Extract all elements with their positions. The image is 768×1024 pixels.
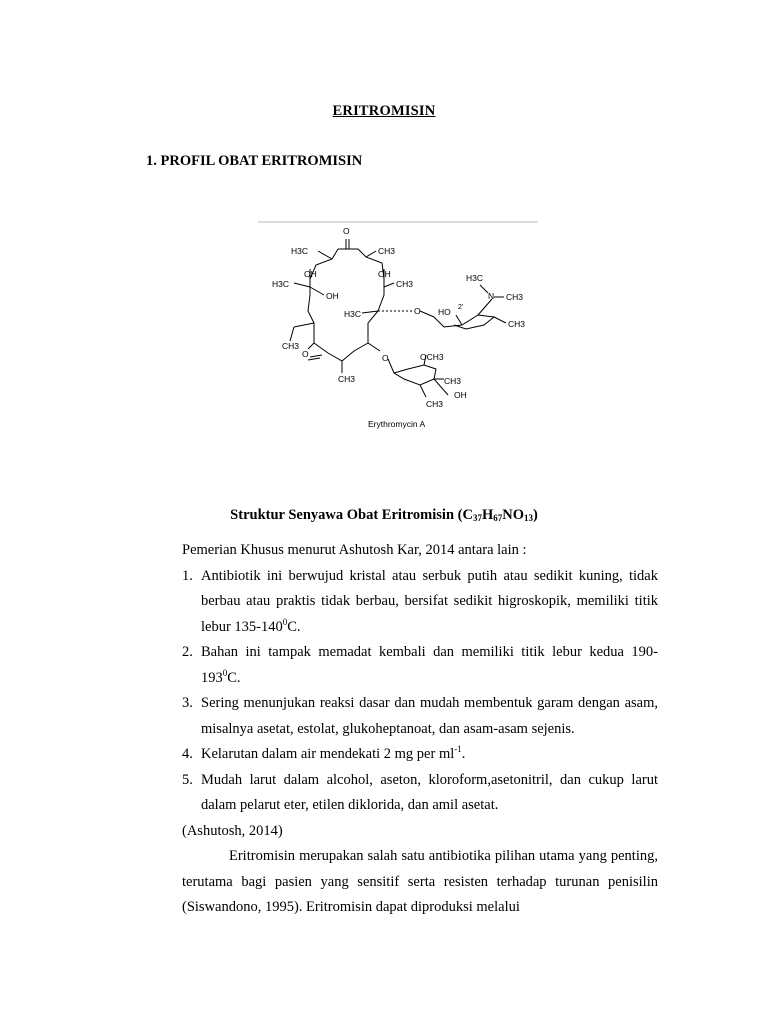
atom-CH3-sugar1: CH3 (508, 319, 526, 329)
atom-H3C-inner: H3C (344, 309, 362, 319)
atom-H3C-N: H3C (466, 273, 484, 283)
properties-list (182, 564, 658, 819)
atom-O-lactone: O (302, 349, 309, 359)
atom-N: N (488, 291, 495, 301)
formula-c: C (462, 507, 473, 523)
atom-OH-right: OH (378, 269, 391, 279)
atom-O-link2: O (382, 353, 389, 363)
citation: (Ashutosh, 2014) (182, 822, 283, 839)
atom-O-ketone: O (343, 226, 350, 236)
list-item-text: Mudah larut dalam alcohol, aseton, kloroform,asetonitril, dan cukup larut dalam pelarut eter, etilen diklorida, dan amil asetat. (201, 771, 658, 813)
atom-OCH3: OCH3 (420, 352, 444, 362)
atom-CH3-ethyl: CH3 (282, 341, 300, 351)
formula-o-count: 13 (523, 513, 533, 523)
formula-c-count: 37 (472, 513, 482, 523)
list-item-number: 1. (182, 567, 193, 584)
figure-label: Erythromycin A (368, 419, 426, 429)
list-item (182, 768, 658, 819)
atom-O-link1: O (414, 306, 421, 316)
list-item-text: Sering menunjukan reaksi dasar dan mudah membentuk garam dengan asam, misalnya asetat, estolat, glukoheptanoat, dan asam-asam sejenis. (201, 695, 658, 737)
formula-no: NO (502, 507, 524, 523)
body-paragraph: Eritromisin merupakan salah satu antibiotika pilihan utama yang penting, terutama bagi pasien yang sensitif serta resisten terhadap turunan penisilin (Siswandono, 1995). Eritromisin dapat diproduksi melalui (182, 848, 658, 915)
caption-close: ) (532, 507, 538, 523)
list-item-number: 5. (182, 771, 193, 788)
list-item-sup: -1 (454, 744, 462, 754)
body-text (182, 538, 658, 921)
list-item-number: 4. (182, 746, 193, 762)
atom-CH3-N: CH3 (506, 292, 524, 302)
list-item-after: C. (227, 669, 241, 686)
atom-CH3-sugar2a: CH3 (444, 376, 462, 386)
list-item (182, 691, 658, 742)
list-item-sup: 0 (282, 616, 288, 627)
atom-CH3-bottom: CH3 (338, 374, 356, 384)
figure-caption (0, 507, 768, 524)
list-item-after: C. (287, 618, 301, 635)
list-item-text: Bahan ini tampak memadat kembali dan memiliki titik lebur kedua 190-193 (201, 644, 658, 686)
atom-H3C-top: H3C (291, 246, 309, 256)
atom-OH-left: OH (304, 269, 317, 279)
atom-OH-sugar2: OH (454, 390, 467, 400)
list-item-text: Antibiotik ini berwujud kristal atau serbuk putih atau sedikit kuning, tidak berbau atau praktis tidak berbau, bersifat sedikit higroskopik, memiliki titik lebur 135-140 (201, 567, 658, 635)
section-heading: 1. PROFIL OBAT ERITROMISIN (146, 153, 363, 169)
list-item-sup: 0 (222, 667, 228, 678)
list-item-text: Kelarutan dalam air mendekati 2 mg per ml (201, 746, 455, 762)
formula-h-count: 67 (493, 513, 503, 523)
list-item (182, 640, 658, 691)
list-item (182, 564, 658, 641)
structure-drawing (258, 219, 540, 437)
atom-CH3-top: CH3 (378, 246, 396, 256)
atom-CH3-sugar2b: CH3 (426, 399, 444, 409)
formula-h: H (481, 507, 494, 523)
list-item-number: 3. (182, 695, 193, 711)
atom-OH-lower: OH (326, 291, 339, 301)
list-item-after: . (461, 746, 466, 762)
atom-H3C-left: H3C (272, 279, 290, 289)
atom-CH3-right: CH3 (396, 279, 414, 289)
erythromycin-structure-figure (258, 219, 540, 437)
atom-2prime: 2' (458, 304, 464, 311)
list-item (182, 742, 658, 768)
intro-line: Pemerian Khusus menurut Ashutosh Kar, 2014 antara lain : (182, 542, 527, 558)
caption-text: Struktur Senyawa Obat Eritromisin ( (230, 507, 463, 523)
document-title: ERITROMISIN (332, 103, 436, 119)
atom-HO-sugar: HO (438, 307, 451, 317)
list-item-number: 2. (182, 644, 193, 660)
